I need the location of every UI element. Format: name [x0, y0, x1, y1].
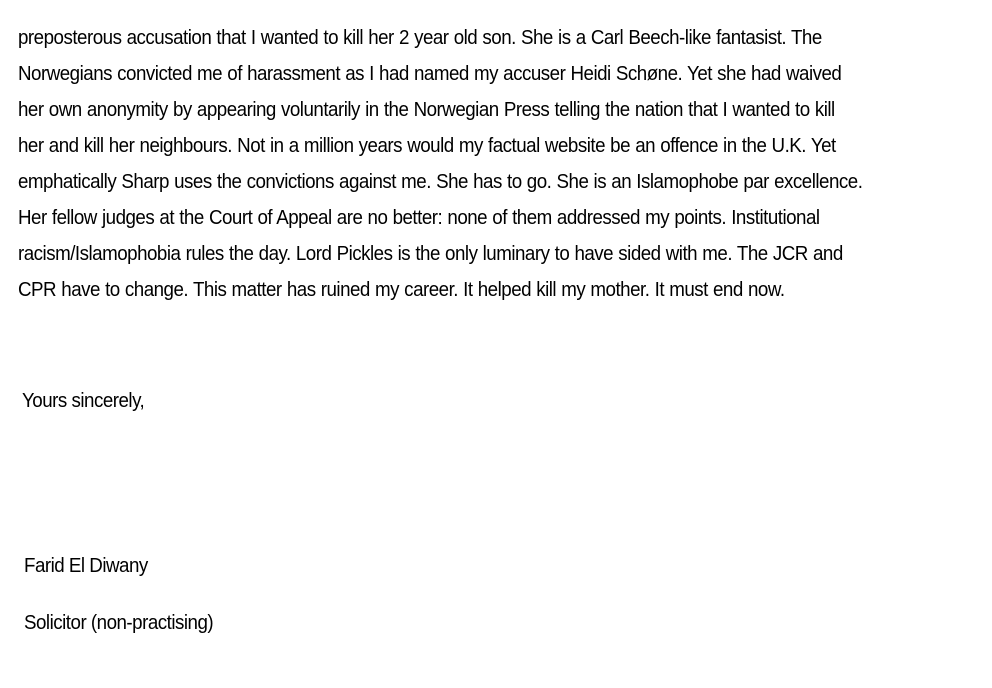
body-line-8: CPR have to change. This matter has ruined my career. It helped kill my mother. It must end now. [18, 278, 785, 301]
signatory-title: Solicitor (non-practising) [24, 611, 214, 634]
body-line-6: Her fellow judges at the Court of Appeal are no better: none of them addressed my points. Institutional [18, 206, 820, 229]
body-line-3: her own anonymity by appearing voluntarily in the Norwegian Press telling the nation that I wanted to kill [18, 98, 835, 121]
letter-closing: Yours sincerely, [22, 389, 145, 412]
signatory-name: Farid El Diwany [24, 554, 148, 577]
body-line-5: emphatically Sharp uses the convictions against me. She has to go. She is an Islamophobe par excellence. [18, 170, 863, 193]
body-line-1: preposterous accusation that I wanted to kill her 2 year old son. She is a Carl Beech-like fantasist. The [18, 26, 822, 49]
letter-body-paragraph [18, 20, 968, 308]
body-line-7: racism/Islamophobia rules the day. Lord Pickles is the only luminary to have sided with me. The JCR and [18, 242, 843, 265]
body-line-4: her and kill her neighbours. Not in a million years would my factual website be an offence in the U.K. Yet [18, 134, 836, 157]
body-line-2: Norwegians convicted me of harassment as I had named my accuser Heidi Schøne. Yet she had waived [18, 62, 842, 85]
